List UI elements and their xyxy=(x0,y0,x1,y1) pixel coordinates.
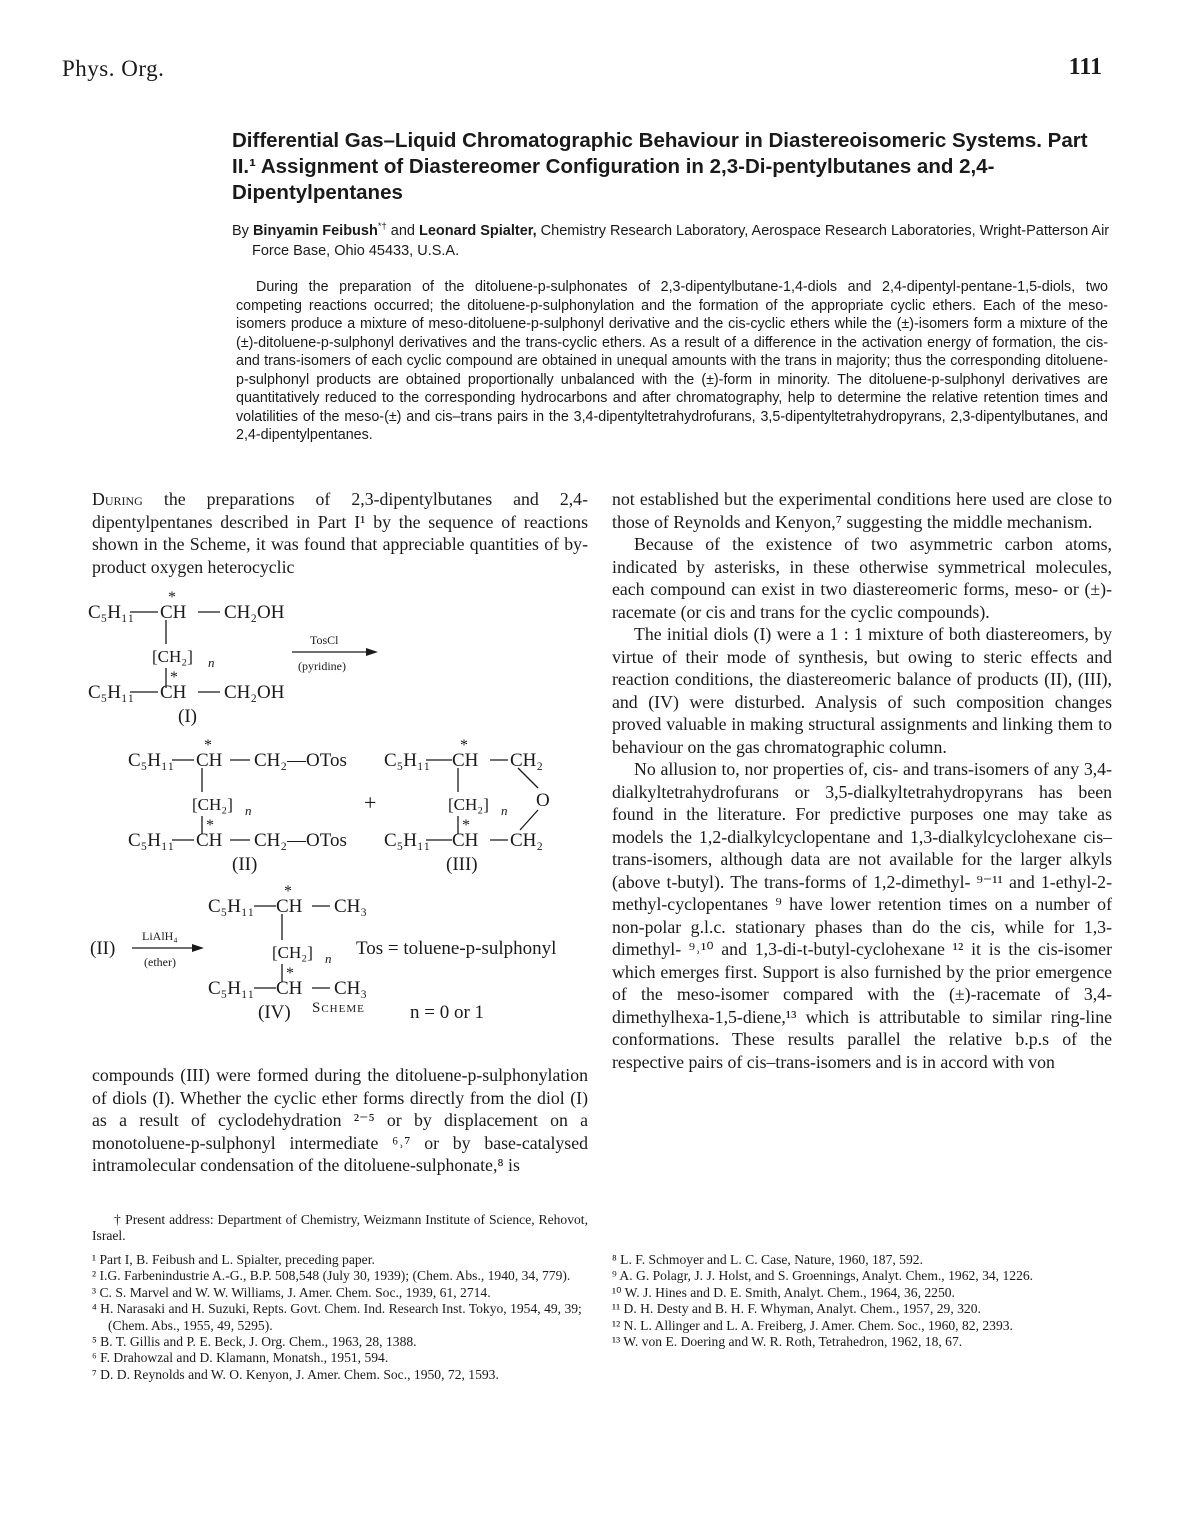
footnote: ⁴ H. Narasaki and H. Suzuki, Repts. Govt. Chem. Ind. Research Inst. Tokyo, 1954, 49, 39; (Chem. Abs., 1955, 49, 5295). xyxy=(92,1301,582,1333)
scheme-text: [CH₂] xyxy=(272,943,313,962)
scheme-text: CH xyxy=(196,750,223,771)
scheme-text: * xyxy=(204,737,212,754)
scheme-text: * xyxy=(462,817,470,834)
scheme-text: CH₂ xyxy=(510,830,544,851)
scheme-text: Tos = toluene-p-sulphonyl xyxy=(356,938,557,959)
body-left-top xyxy=(92,488,588,578)
scheme-text: CH xyxy=(276,896,303,917)
scheme-text: (pyridine) xyxy=(298,659,346,673)
scheme-text: CH xyxy=(160,682,187,703)
reaction-scheme xyxy=(80,588,600,1028)
scheme-text: (III) xyxy=(446,854,478,875)
scheme-text: C₅H₁₁ xyxy=(208,978,255,999)
byline xyxy=(232,221,1127,261)
paragraph: The initial diols (I) were a 1 : 1 mixture of both diastereomers, by virtue of their mode of synthesis, but owing to steric effects and reaction conditions, the diastereomeric balance of products (II), (III), and (IV) were disturbed. Analysis of such composition changes proved valuable in making structural assignments and linking them to behaviour on the gas chromatographic column. xyxy=(612,624,1112,757)
article-title: Differential Gas–Liquid Chromatographic Behaviour in Diastereoisomeric Systems. Part II.¹ Assignment of Diastereomer Configuration in 2,3-Di-pentylbutanes and 2,4-Dipentylpentanes xyxy=(232,129,1088,204)
scheme-text: CH xyxy=(276,978,303,999)
scheme-text: C₅H₁₁ xyxy=(88,682,135,703)
scheme-text: n xyxy=(245,803,252,818)
scheme-caption: Scheme xyxy=(312,1000,365,1016)
footnote: ¹³ W. von E. Doering and W. R. Roth, Tetrahedron, 1962, 18, 67. xyxy=(612,1334,963,1350)
scheme-text: * xyxy=(168,589,176,606)
scheme-text: TosCl xyxy=(310,633,339,647)
scheme-text: * xyxy=(170,669,178,686)
footnote: ⁷ D. D. Reynolds and W. O. Kenyon, J. Amer. Chem. Soc., 1950, 72, 1593. xyxy=(92,1366,499,1382)
paragraph: Because of the existence of two asymmetric carbon atoms, indicated by asterisks, in these otherwise symmetrical molecules, each compound can exist in two diastereomeric forms, meso- or (±)-racemate (or cis and trans for the cyclic compounds). xyxy=(612,534,1112,622)
scheme-text: n xyxy=(501,803,508,818)
affiliation: Chemistry Research Laboratory, Aerospace Research Laboratories, Wright-Patterson Air Force Base, Ohio 45433, U.S.A. xyxy=(252,223,1110,259)
scheme-text: n = 0 or 1 xyxy=(410,1002,485,1023)
footnote: ¹² N. L. Allinger and L. A. Freiberg, J. Amer. Chem. Soc., 1960, 82, 2393. xyxy=(612,1317,1013,1333)
scheme-text: LiAlH₄ xyxy=(142,929,178,943)
scheme-text: CH xyxy=(452,750,479,771)
intro-text: the preparations of 2,3-dipentylbutanes and 2,4-dipentylpentanes described in Part I¹ by the sequence of reactions shown in the Scheme, it was found that appreciable quantities of by-product oxygen heterocyclic xyxy=(92,489,588,577)
scheme-text: O xyxy=(536,790,550,811)
scheme-text: (II) xyxy=(232,854,258,875)
scheme-text: (II) xyxy=(90,938,116,959)
scheme-text: CH₂OH xyxy=(224,602,285,623)
page-number: 111 xyxy=(1068,54,1102,80)
scheme-text: C₅H₁₁ xyxy=(208,896,255,917)
author-1: Binyamin Feibush xyxy=(252,223,378,239)
footnotes-left xyxy=(92,1252,588,1383)
scheme-text: * xyxy=(206,817,214,834)
scheme-text: (ether) xyxy=(144,955,176,969)
running-head: Phys. Org. xyxy=(62,56,165,81)
footnote: ¹¹ D. H. Desty and B. H. F. Whyman, Analyt. Chem., 1957, 29, 320. xyxy=(612,1301,981,1317)
scheme-text: * xyxy=(286,965,294,982)
footnote: ³ C. S. Marvel and W. W. Williams, J. Amer. Chem. Soc., 1939, 61, 2714. xyxy=(92,1284,491,1300)
scheme-text: C₅H₁₁ xyxy=(384,830,431,851)
scheme-text: CH xyxy=(196,830,223,851)
footnote: ¹⁰ W. J. Hines and D. E. Smith, Analyt. Chem., 1964, 36, 2250. xyxy=(612,1284,955,1300)
footnote: ² I.G. Farbenindustrie A.-G., B.P. 508,548 (July 30, 1939); (Chem. Abs., 1940, 34, 779). xyxy=(92,1268,571,1284)
footnote: ⁹ A. G. Polagr, J. J. Holst, and S. Groennings, Analyt. Chem., 1962, 34, 1226. xyxy=(612,1268,1034,1284)
scheme-text: CH₂—OTos xyxy=(254,830,347,851)
footnote: ¹ Part I, B. Feibush and L. Spialter, preceding paper. xyxy=(92,1252,375,1267)
scheme-text: C₅H₁₁ xyxy=(88,602,135,623)
scheme-text: CH₂ xyxy=(510,750,544,771)
paragraph: No allusion to, nor properties of, cis- and trans-isomers of any 3,4-dialkyltetrahydrofurans or 3,5-dialkyltetrahydropyrans has been found in the literature. For predictive purposes one may take as models the 1,2-dialkylcyclopentane and 1,3-dialkylcyclohexane cis–trans-isomers, although data are not available for the larger alkyls (above t-butyl). The trans-forms of 1,2-dimethyl- ⁹⁻¹¹ and 1-ethyl-2-methyl-cyclopentanes ⁹ have lower retention times on a number of non-polar g.l.c. stationary phases than do the cis, while for 1,3-dimethyl- ⁹˒¹⁰ and 1,3-di-t-butyl-cyclohexane ¹² it is the cis-isomer which emerges first. Support is also furnished by the prior emergence of the meso-isomer compared with the (±)-racemate of 3,4-dimethylhexa-1,5-diene,¹³ which is attributable to similar ring-line conformations. These results parallel the relative b.p.s of the respective pairs of cis–trans-isomers and is in accord with von xyxy=(612,759,1112,1072)
scheme-text: [CH₂] xyxy=(152,647,193,666)
scheme-text: [CH₂] xyxy=(448,795,489,814)
byline-prefix: By xyxy=(232,223,253,239)
scheme-text: * xyxy=(460,737,468,754)
footnotes-right xyxy=(612,1252,1112,1350)
scheme-text: + xyxy=(364,790,377,815)
scheme-text: C₅H₁₁ xyxy=(128,830,175,851)
paragraph: not established but the experimental conditions here used are close to those of Reynolds and Kenyon,⁷ suggesting the middle mechanism. xyxy=(612,489,1112,532)
scheme-text: C₅H₁₁ xyxy=(384,750,431,771)
scheme-text: (I) xyxy=(178,706,197,727)
scheme-text: C₅H₁₁ xyxy=(128,750,175,771)
abstract: During the preparation of the ditoluene-p-sulphonates of 2,3-dipentylbutane-1,4-diols and 2,4-dipentyl-pentane-1,5-diols, two competing reactions occurred; the ditoluene-p-sulphonylation and the formation of the appropriate cyclic ethers. Each of the meso-isomers produce a mixture of meso-ditoluene-p-sulphonyl derivative and the cis-cyclic ethers while the (±)-isomers form a mixture of the (±)-ditoluene-p-sulphonyl derivatives and the trans-cyclic ethers. As a result of a difference in the activation energy of formation, the cis- and trans-isomers of each cyclic compound are obtained in unequal amounts with the trans in majority; thus the corresponding ditoluene-p-sulphonyl products are obtained proportionally unbalanced with the (±)-form in minority. The ditoluene-p-sulphonyl derivatives are quantitatively reduced to the corresponding hydrocarbons and after chromatography, help to determine the relative retention times and volatilities of the meso-(±) and cis–trans pairs in the 3,4-dipentyltetrahydrofurans, 3,5-dipentyltetrahydropyrans, 2,3-dipentylbutanes, and 2,4-dipentylpentanes. xyxy=(236,279,1108,443)
footnote-dagger: † Present address: Department of Chemistry, Weizmann Institute of Science, Rehovot, Israel. xyxy=(92,1212,588,1244)
scheme-text: CH xyxy=(452,830,479,851)
scheme-text: n xyxy=(325,951,332,966)
author-2: Leonard Spialter, xyxy=(419,223,537,239)
body-right xyxy=(612,488,1112,1073)
scheme-text: CH₂—OTos xyxy=(254,750,347,771)
scheme-text: n xyxy=(208,655,215,670)
author-1-mark: *† xyxy=(377,220,387,232)
scheme-text: CH xyxy=(160,602,187,623)
footnote: ⁶ F. Drahowzal and D. Klamann, Monatsh., 1951, 594. xyxy=(92,1350,389,1366)
scheme-text: (IV) xyxy=(258,1002,291,1023)
body-left-bottom xyxy=(92,1064,588,1177)
scheme-text: * xyxy=(284,883,292,900)
scheme-text: CH₃ xyxy=(334,978,368,999)
intro-paragraph xyxy=(92,488,588,578)
lead-word: During xyxy=(92,489,143,509)
paragraph: compounds (III) were formed during the ditoluene-p-sulphonylation of diols (I). Whether the cyclic ether forms directly from the diol (I) as a result of cyclodehydration ²⁻⁵ or by displacement on a monotoluene-p-sulphonyl intermediate ⁶˒⁷ or by base-catalysed intramolecular condensation of the ditoluene-sulphonate,⁸ is xyxy=(92,1065,588,1175)
footnote: ⁸ L. F. Schmoyer and L. C. Case, Nature, 1960, 187, 592. xyxy=(612,1252,923,1267)
scheme-text: CH₂OH xyxy=(224,682,285,703)
scheme-text: [CH₂] xyxy=(192,795,233,814)
scheme-text: CH₃ xyxy=(334,896,368,917)
footnote: ⁵ B. T. Gillis and P. E. Beck, J. Org. Chem., 1963, 28, 1388. xyxy=(92,1334,417,1350)
byline-and: and xyxy=(386,223,419,239)
